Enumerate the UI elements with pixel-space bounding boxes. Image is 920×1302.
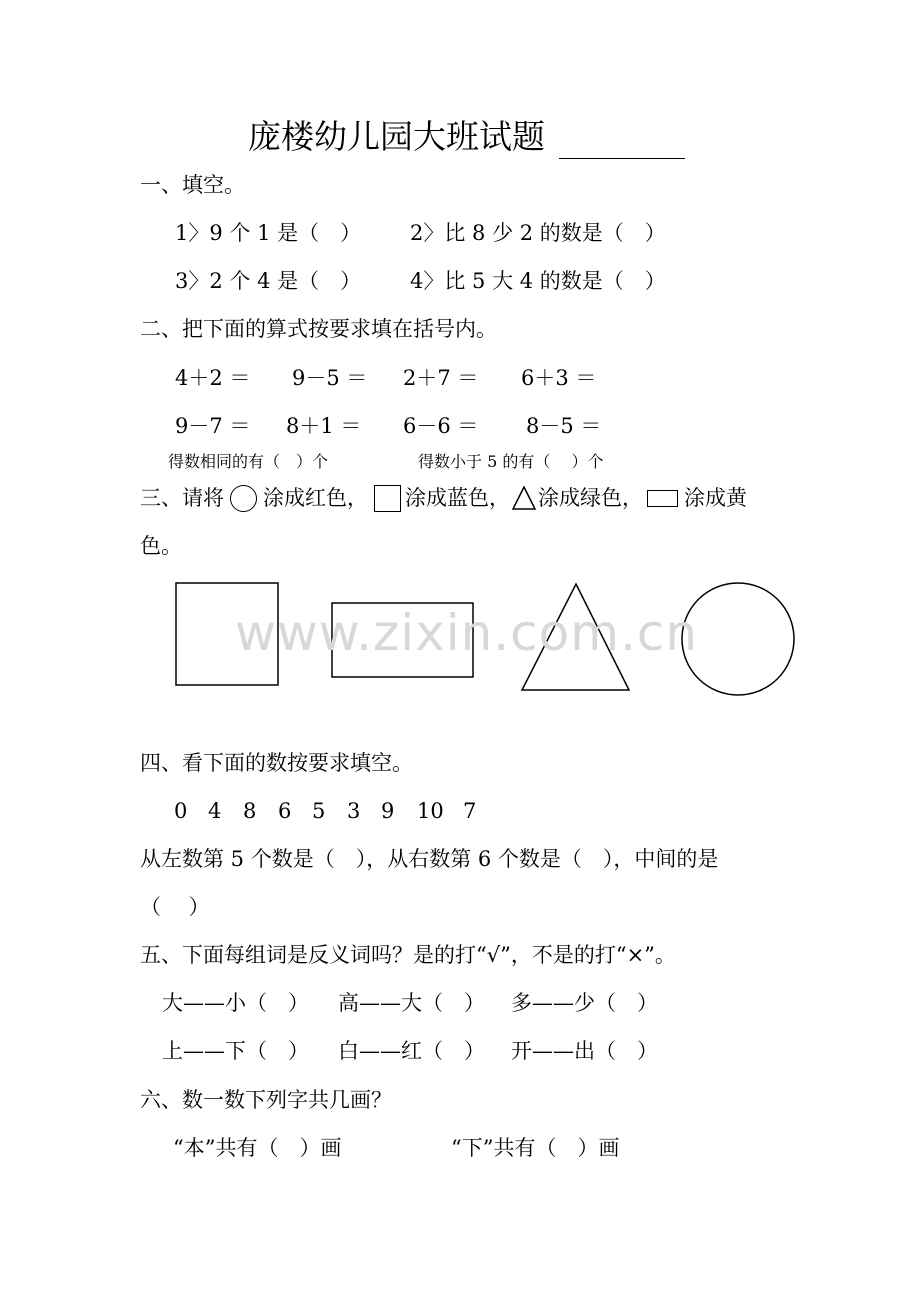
antonym-r2-c2: 白——红（ ） [338,1039,485,1063]
section1-q3: 3〉2 个 4 是（ ） [175,269,362,293]
section4-heading: 四、看下面的数按要求填空。 [140,751,413,775]
sequence-number: 10 [417,799,444,823]
sequence-number: 0 [174,799,188,823]
square-icon [374,485,401,512]
section1-q1: 1〉9 个 1 是（ ） [175,221,362,245]
equation-r2-c2: 8＋1 ＝ [286,414,362,438]
antonym-r1-c3: 多——少（ ） [511,991,658,1015]
equation-r2-c1: 9－7 ＝ [175,414,251,438]
rectangle-icon [647,490,678,507]
equation-r1-c1: 4＋2 ＝ [175,366,251,390]
section2-heading: 二、把下面的算式按要求填在括号内。 [140,317,497,341]
section3-rect-text: 涂成黄 [684,486,747,510]
page-title: 庞楼幼儿园大班试题 [248,117,545,156]
antonym-r1-c2: 高——大（ ） [338,991,485,1015]
section6-q2: “下”共有（ ）画 [451,1136,620,1160]
section1-heading: 一、填空。 [140,173,245,197]
section1-q2: 2〉比 8 少 2 的数是（ ） [410,221,666,245]
watermark: www.zixin.com.cn [235,604,699,662]
section5-heading: 五、下面每组词是反义词吗？是的打“√”，不是的打“×”。 [140,943,676,967]
sequence-number: 3 [347,799,361,823]
equation-r1-c4: 6＋3 ＝ [521,366,597,390]
section3-heading [140,484,747,512]
section3-triangle-text: 涂成绿色， [538,486,643,510]
title-underline [559,158,685,159]
sequence-number: 8 [243,799,257,823]
section4-question-cont: （ ） [140,895,210,919]
antonym-r1-c1: 大——小（ ） [162,991,309,1015]
sequence-number: 7 [463,799,477,823]
antonym-r2-c1: 上——下（ ） [162,1039,309,1063]
circle-icon [230,485,257,512]
equation-r1-c2: 9－5 ＝ [292,366,368,390]
section6-q1: “本”共有（ ）画 [173,1136,342,1160]
section3-square-text: 涂成蓝色， [405,486,510,510]
section4-question: 从左数第 5 个数是（ ），从右数第 6 个数是（ ），中间的是 [140,847,719,871]
sequence-number: 6 [278,799,292,823]
antonym-r2-c3: 开——出（ ） [511,1039,658,1063]
section6-heading: 六、数一数下列字共几画？ [140,1088,392,1112]
section1-q4: 4〉比 5 大 4 的数是（ ） [410,269,666,293]
sequence-number: 9 [381,799,395,823]
triangle-icon [512,486,536,510]
sequence-number: 5 [312,799,326,823]
section3-heading-cont: 色。 [140,534,182,558]
section2-note1: 得数相同的有（ ）个 [168,452,329,471]
equation-r1-c3: 2＋7 ＝ [403,366,479,390]
equation-r2-c4: 8－5 ＝ [526,414,602,438]
section3-prefix: 三、请将 [140,486,224,510]
sequence-number: 4 [208,799,222,823]
section2-note2: 得数小于 5 的有（ ）个 [418,452,604,471]
large-circle-shape [682,583,794,695]
equation-r2-c3: 6－6 ＝ [403,414,479,438]
section3-circle-text: 涂成红色， [263,486,368,510]
